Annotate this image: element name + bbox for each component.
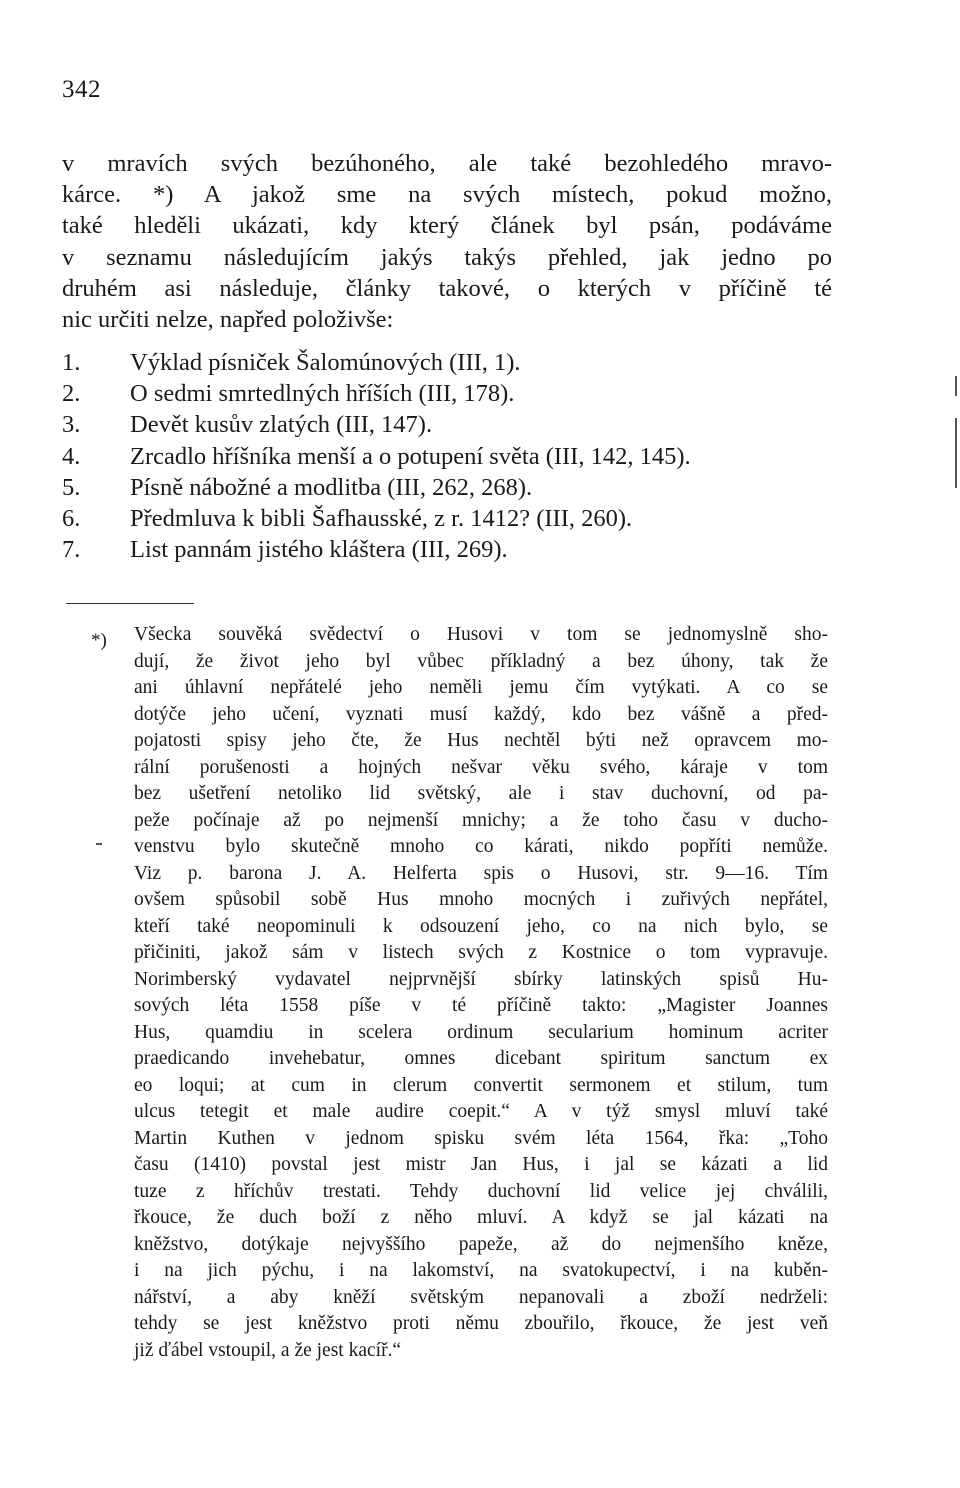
list-item — [62, 378, 862, 409]
margin-mark — [955, 376, 957, 396]
list-item — [62, 472, 862, 503]
list-item-text: Výklad písniček Šalomúnových (III, 1). — [130, 349, 521, 376]
list-item-number: 3. — [62, 411, 81, 439]
list-item-number: 4. — [62, 442, 81, 470]
footnote-line: peže počínaje až po nejmenší mnichy; a že toho času v ducho- — [134, 809, 828, 831]
footnote-line: dují, že život jeho byl vůbec příkladný a bez úhony, tak že — [134, 650, 828, 672]
list-item-number: 6. — [62, 504, 81, 532]
footnote-line: tehdy se jest kněžstvo proti němu zbouřilo, řkouce, že jest veň — [134, 1313, 828, 1334]
margin-mark — [955, 418, 957, 488]
text-line: v mravích svých bezúhoného, ale také bezohledého mravo- — [62, 150, 832, 177]
footnote-line: venstvu bylo skutečně mnoho co kárati, nikdo popříti nemůže. — [134, 836, 828, 857]
list-item-text: List pannám jistého kláštera (III, 269). — [130, 536, 508, 564]
footnote-line: sových léta 1558 píše v té příčině takto: „Magister Joannes — [134, 995, 828, 1016]
footnote-line: bez ušetření netoliko lid světský, ale i stav duchovní, od pa- — [134, 783, 828, 804]
numbered-list — [62, 347, 862, 565]
footnote-line: času (1410) povstal jest mistr Jan Hus, i jal se kázati a lid — [134, 1154, 828, 1175]
footnote-line: Martin Kuthen v jednom spisku svém léta 1564, řka: „Toho — [134, 1127, 828, 1149]
list-item — [62, 347, 862, 378]
footnote-rule — [66, 603, 194, 604]
footnote-line: ulcus tetegit et male audire coepit.“ A v týž smysl mluví také — [134, 1101, 828, 1122]
text-line: nic určiti nelze, napřed položivše: — [62, 305, 394, 333]
text-line: v seznamu následujícím jakýs takýs přehled, jak jedno po — [62, 243, 832, 271]
list-item-text: Písně nábožné a modlitba (III, 262, 268). — [130, 473, 533, 501]
list-item-number: 1. — [62, 349, 81, 376]
list-item — [62, 503, 862, 534]
footnote-line: eo loqui; at cum in clerum convertit sermonem et stilum, tum — [134, 1074, 828, 1096]
list-item-number: 2. — [62, 380, 81, 408]
footnote-line: ani úhlavní nepřátelé jeho neměli jemu čím vytýkati. A co se — [134, 677, 828, 698]
footnote-line: nářství, a aby kněží světským nepanovali a zboží nedrželi: — [134, 1286, 828, 1308]
footnote-line: praedicando invehebatur, omnes dicebant spiritum sanctum ex — [134, 1048, 828, 1069]
footnote-line: rální porušenosti a hojných nešvar věku svého, káraje v tom — [134, 756, 828, 778]
main-paragraph — [62, 148, 832, 335]
list-item-text: Zrcadlo hříšníka menší a o potupení světa (III, 142, 145). — [130, 442, 691, 470]
footnote-line: již ďábel vstoupil, a že jest kacíř.“ — [134, 1339, 402, 1361]
text-line: kárce. *) A jakož sme na svých místech, pokud možno, — [62, 181, 832, 209]
footnote-line: Všecka souvěká svědectví o Husovi v tom se jednomyslně sho- — [134, 624, 828, 645]
footnote-line: kněžstvo, dotýkaje nejvyššího papeže, až do nejmenšího kněze, — [134, 1233, 828, 1255]
text-line: také hleděli ukázati, kdy který článek byl psán, podáváme — [62, 212, 832, 240]
footnote-line: pojatosti spisy jeho čte, že Hus nechtěl býti než opravcem mo- — [134, 730, 828, 751]
list-item-number: 5. — [62, 473, 81, 501]
footnote-line: tuze z hříchův trestati. Tehdy duchovní lid velice jej chválili, — [134, 1180, 828, 1202]
footnote-line: Norimberský vydavatel nejprvnější sbírky latinských spisů Hu- — [134, 968, 828, 990]
margin-mark — [96, 843, 102, 845]
list-item-number: 7. — [62, 536, 81, 564]
footnote-line: i na jich pýchu, i na lakomství, na svatokupectví, i na kuběn- — [134, 1260, 828, 1281]
footnote-line: ovšem spůsobil sobě Hus mnoho mocných i zuřivých nepřátel, — [134, 889, 828, 910]
footnote-line: Viz p. barona J. A. Helferta spis o Husovi, str. 9—16. Tím — [134, 862, 828, 884]
footnote-line: dotýče jeho učení, vyznati musí každý, kdo bez vášně a před- — [134, 703, 828, 725]
footnote-line: Hus, quamdiu in scelera ordinum secularium hominum acriter — [134, 1021, 828, 1043]
page-number: 342 — [62, 76, 101, 103]
text-line: druhém asi následuje, články takové, o kterých v příčině té — [62, 274, 832, 302]
footnote-marker: *) — [91, 630, 107, 651]
footnote-line: kteří také neopominuli k odsouzení jeho, co na nich bylo, se — [134, 915, 828, 937]
list-item-text: Předmluva k bibli Šafhausské, z r. 1412? (III, 260). — [130, 504, 633, 532]
footnote-line: přičiniti, jakož sám v listech svých z Kostnice o tom vypravuje. — [134, 942, 828, 963]
list-item — [62, 409, 862, 440]
list-item — [62, 534, 862, 565]
footnote-line: řkouce, že duch boží z něho mluví. A když se jal kázati na — [134, 1207, 828, 1228]
list-item-text: Devět kusův zlatých (III, 147). — [130, 411, 433, 439]
footnote — [134, 622, 828, 1364]
list-item-text: O sedmi smrtedlných hříších (III, 178). — [130, 380, 515, 408]
list-item — [62, 441, 862, 472]
